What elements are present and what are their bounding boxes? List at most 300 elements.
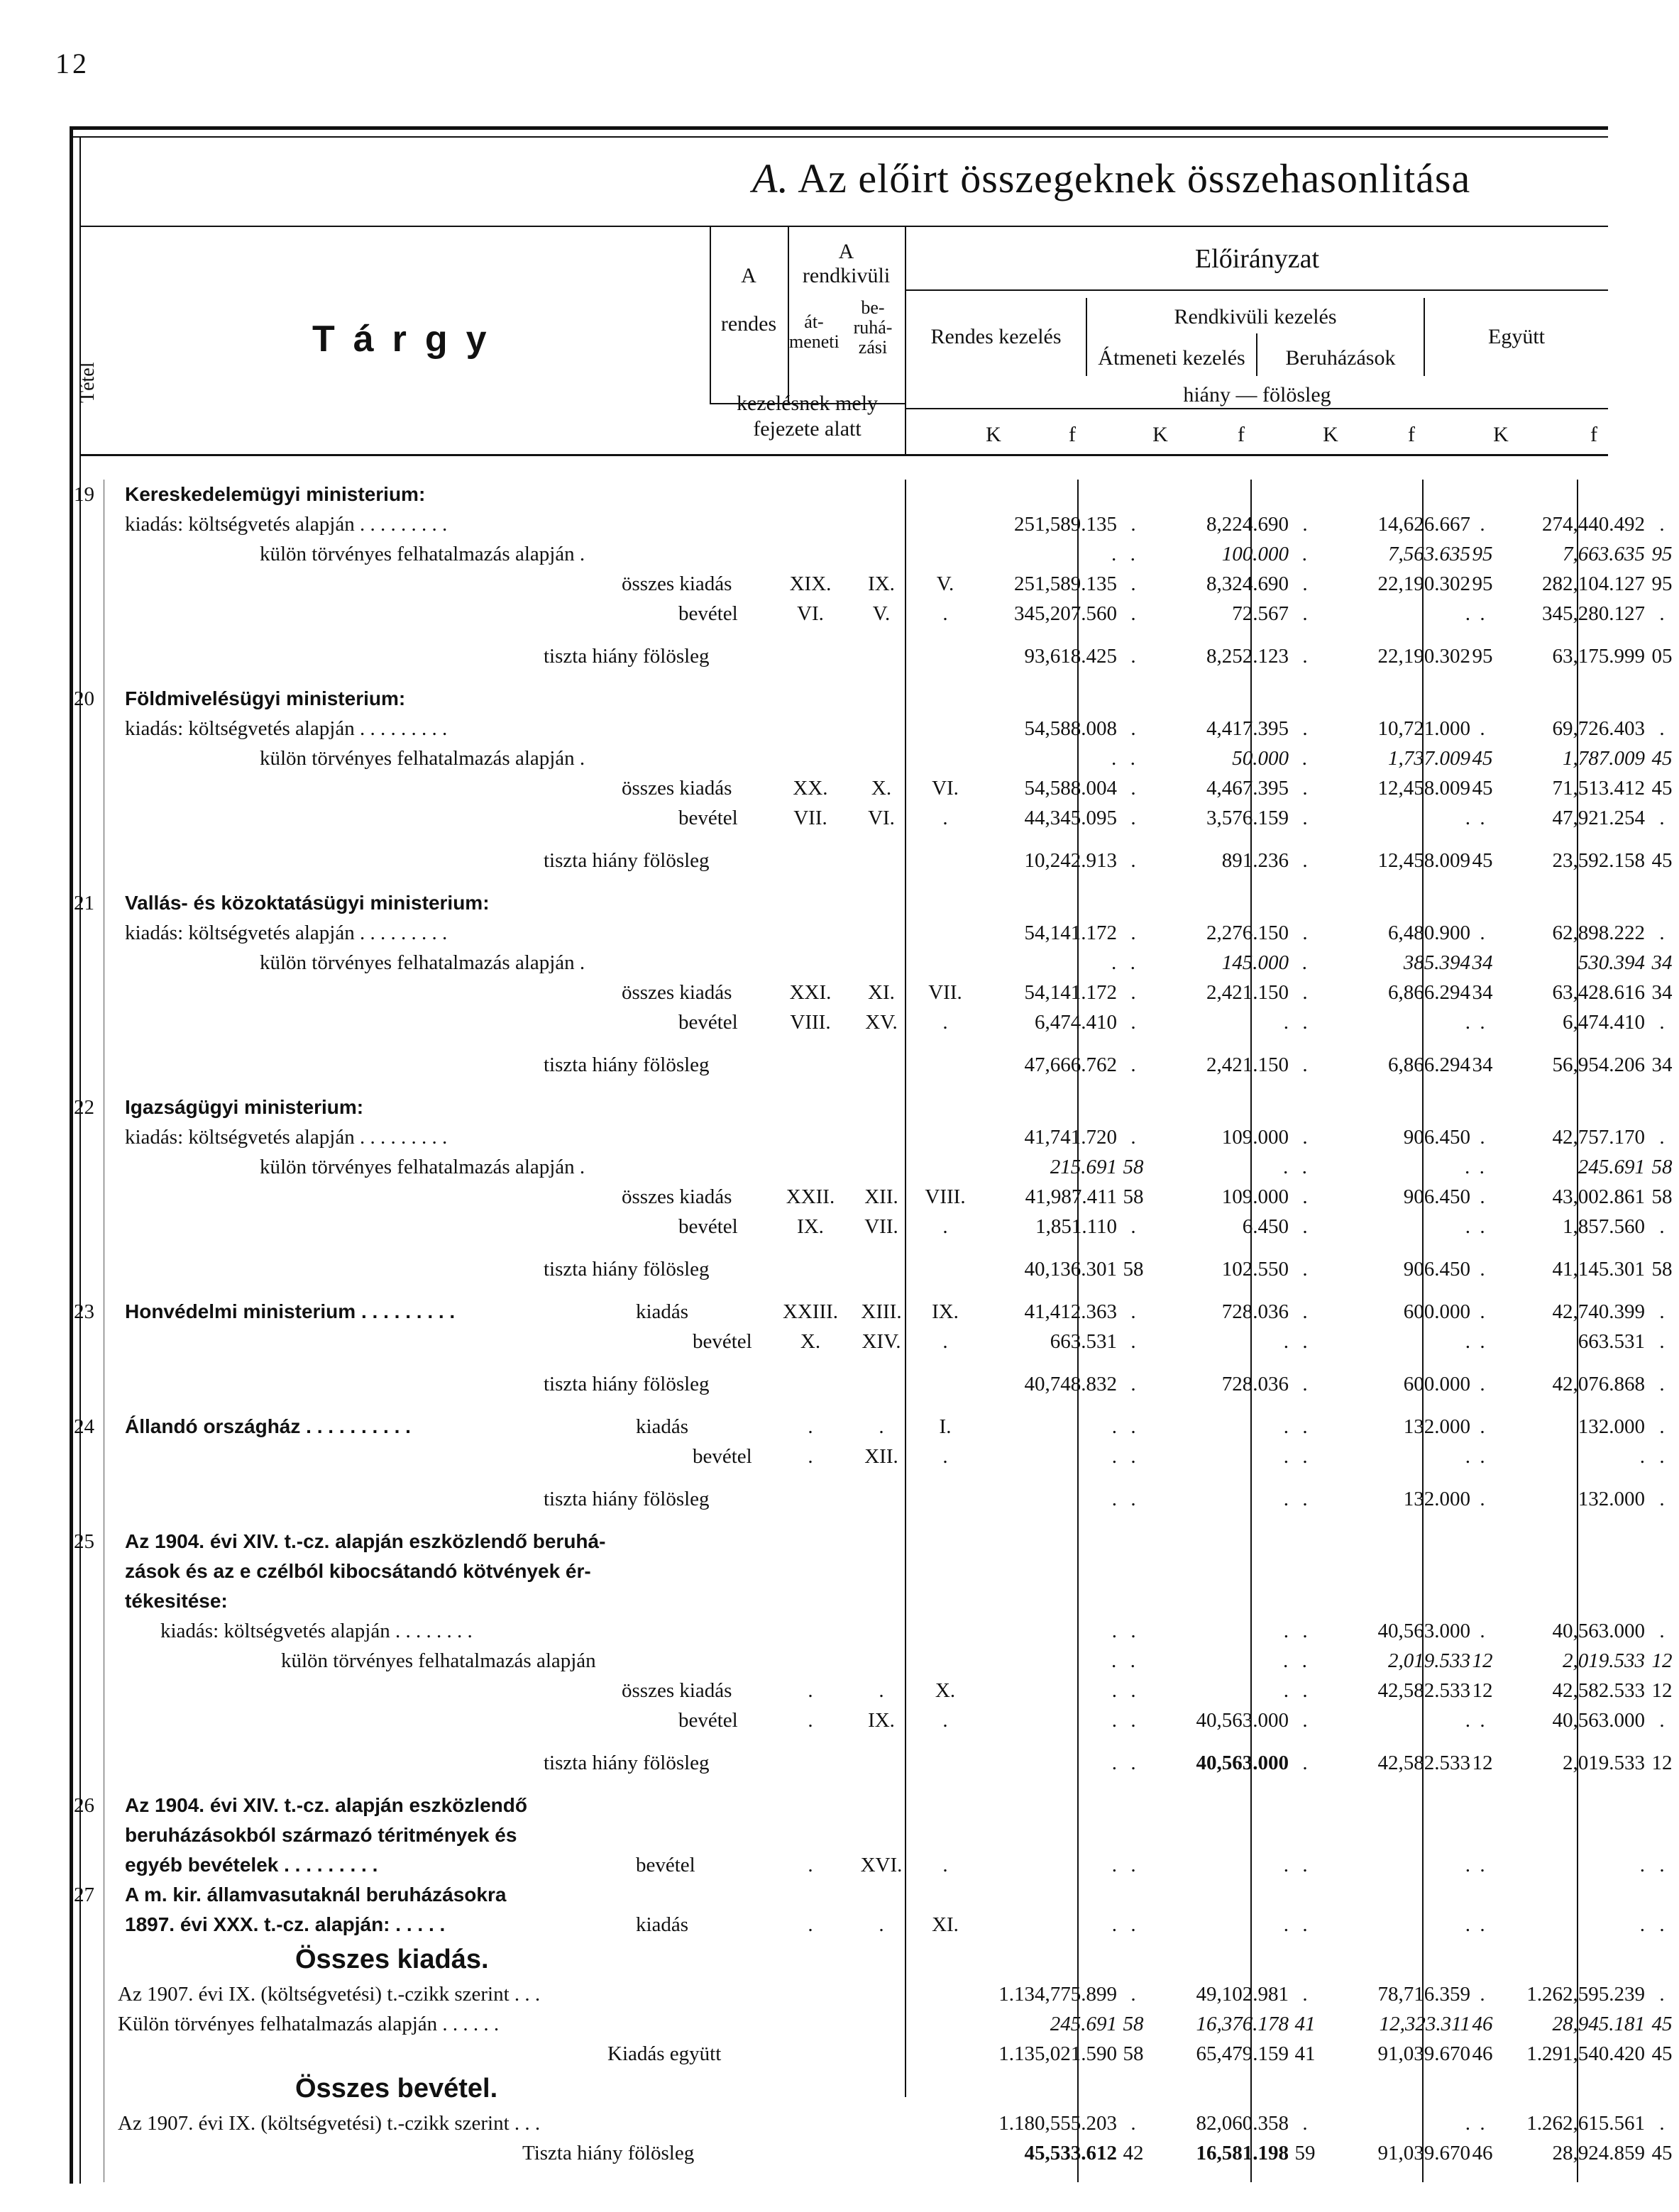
chapter-r2: VII. xyxy=(864,1215,898,1238)
atmeneti-k: 2,421.150 xyxy=(1206,1054,1289,1076)
rendes-f: . xyxy=(1130,543,1136,565)
atmeneti-f: . xyxy=(1302,1709,1308,1732)
tetel-number: 26 xyxy=(74,1794,94,1817)
chapter-r3: I. xyxy=(939,1415,952,1438)
atmeneti-f: 41 xyxy=(1294,2042,1316,2065)
beruhazas-f: 12 xyxy=(1472,1649,1493,1672)
egyutt-k: . xyxy=(1639,1913,1645,1936)
rendes-f: . xyxy=(1130,513,1136,536)
header-rendkivuli: rendkivüli xyxy=(802,264,891,287)
section-row xyxy=(68,1820,1608,1850)
beruhazas-f: . xyxy=(1480,1488,1485,1510)
header-bottom-rule xyxy=(79,454,1608,456)
row-gap xyxy=(68,629,1608,641)
egyutt-k: 1.262,595.239 xyxy=(1526,1983,1645,2006)
chapter-r3: . xyxy=(942,1330,948,1353)
beruhazas-k: 42,582.533 xyxy=(1377,1679,1470,1702)
beruhazas-k: . xyxy=(1465,1854,1470,1876)
atmeneti-f: . xyxy=(1302,602,1308,625)
atmeneti-k: 40,563.000 xyxy=(1196,1752,1289,1774)
atmeneti-k: 6.450 xyxy=(1242,1215,1289,1238)
rendes-f: 58 xyxy=(1123,1156,1144,1178)
egyutt-f: 45 xyxy=(1651,747,1673,770)
egyutt-f: 95 xyxy=(1651,573,1673,595)
beruhazas-k: . xyxy=(1465,1215,1470,1238)
egyutt-f: . xyxy=(1659,1854,1665,1876)
egyutt-k: 40,563.000 xyxy=(1552,1709,1645,1732)
rendes-f: . xyxy=(1130,1126,1136,1149)
row-label: Tiszta hiány fölösleg xyxy=(522,2142,695,2164)
rendes-f: . xyxy=(1130,1415,1136,1438)
atmeneti-k: . xyxy=(1283,1913,1289,1936)
egyutt-f: 58 xyxy=(1651,1258,1673,1281)
atmeneti-k: 109.000 xyxy=(1221,1185,1289,1208)
atmeneti-f: . xyxy=(1302,543,1308,565)
rendes-k: 251,589.135 xyxy=(1014,513,1117,536)
rendes-f: . xyxy=(1130,1983,1136,2006)
table-row xyxy=(68,1646,1673,1676)
row-label: tiszta hiány fölösleg xyxy=(544,1373,710,1395)
rendes-k: . xyxy=(1111,1854,1117,1876)
atmeneti-k: 4,467.395 xyxy=(1206,777,1289,800)
header-rendkivuli-kezeles: Rendkivüli kezelés xyxy=(1174,305,1337,328)
rendes-k: 44,345.095 xyxy=(1024,807,1117,829)
rendes-k: . xyxy=(1111,951,1117,974)
beruhazas-k: 385.394 xyxy=(1403,951,1470,974)
atmeneti-f: . xyxy=(1302,1126,1308,1149)
atmeneti-f: . xyxy=(1302,777,1308,800)
chapter-r2: . xyxy=(879,1913,884,1936)
row-label: külön törvényes felhatalmazás alapján . xyxy=(260,747,585,770)
atmeneti-f: . xyxy=(1302,645,1308,668)
egyutt-k: 132.000 xyxy=(1578,1488,1645,1510)
atmeneti-f: . xyxy=(1302,717,1308,740)
table-row xyxy=(68,1327,1665,1356)
atmeneti-f: . xyxy=(1302,1488,1308,1510)
chapter-r2: V. xyxy=(872,602,891,625)
table-row xyxy=(68,509,1665,539)
table-row xyxy=(68,2039,1673,2069)
targy-label: Tárgy xyxy=(312,319,505,360)
rendes-f: . xyxy=(1130,1913,1136,1936)
atmeneti-k: . xyxy=(1283,1156,1289,1178)
rendes-f: . xyxy=(1130,645,1136,668)
egyutt-k: 282,104.127 xyxy=(1542,573,1645,595)
atmeneti-k: . xyxy=(1283,1011,1289,1034)
egyutt-f: . xyxy=(1659,1445,1665,1468)
rendes-k: 345,207.560 xyxy=(1014,602,1117,625)
header-kf-rule xyxy=(906,408,1608,409)
header-top-rule xyxy=(79,226,1608,227)
egyutt-f: 45 xyxy=(1651,2013,1673,2035)
chapter-r3: . xyxy=(942,807,948,829)
rendes-f: . xyxy=(1130,981,1136,1004)
egyutt-k: 56,954.206 xyxy=(1552,1054,1645,1076)
header-k-3: K xyxy=(1323,423,1338,446)
egyutt-k: 1.262,615.561 xyxy=(1526,2112,1645,2135)
egyutt-k: 42,740.399 xyxy=(1552,1300,1645,1323)
table-row xyxy=(68,569,1673,599)
atmeneti-k: . xyxy=(1283,1445,1289,1468)
chapter-r2: X. xyxy=(871,777,892,800)
beruhazas-f: . xyxy=(1480,1373,1485,1395)
row-label: bevétel xyxy=(678,807,738,829)
table-row xyxy=(68,1007,1665,1037)
beruhazas-k: 42,582.533 xyxy=(1377,1752,1470,1774)
rendes-f: . xyxy=(1130,717,1136,740)
egyutt-k: 663.531 xyxy=(1578,1330,1645,1353)
section-row xyxy=(68,684,1608,714)
rendes-k: 1.180,555.203 xyxy=(998,2112,1117,2135)
atmeneti-k: 109.000 xyxy=(1221,1126,1289,1149)
rendes-f: . xyxy=(1130,1709,1136,1732)
beruhazas-f: . xyxy=(1480,1983,1485,2006)
table-row xyxy=(68,1254,1673,1284)
row-gap xyxy=(68,1080,1608,1093)
table-row xyxy=(68,1050,1673,1080)
chapter-r2: . xyxy=(879,1679,884,1702)
chapter-r3: VI. xyxy=(932,777,959,800)
rendes-f: . xyxy=(1130,849,1136,872)
atmeneti-f: . xyxy=(1302,849,1308,872)
chapter-r1: . xyxy=(808,1709,813,1732)
atmeneti-f: . xyxy=(1302,981,1308,1004)
row-gap xyxy=(68,671,1608,684)
header-mid-rule xyxy=(906,289,1608,291)
header-k-2: K xyxy=(1152,423,1168,446)
header-beruhazasok: Beruházások xyxy=(1285,346,1396,370)
table-row xyxy=(68,1616,1665,1646)
row-label: Külön törvényes felhatalmazás alapján . . . . . . xyxy=(118,2013,500,2035)
beruhazas-k: 906.450 xyxy=(1403,1185,1470,1208)
atmeneti-f: . xyxy=(1302,1649,1308,1672)
rendes-k: 41,987.411 xyxy=(1025,1185,1117,1208)
rendes-f: . xyxy=(1130,922,1136,944)
tetel-number: 20 xyxy=(74,687,94,710)
egyutt-k: 274,440.492 xyxy=(1542,513,1645,536)
row-gap xyxy=(68,875,1608,888)
chapter-r2: IX. xyxy=(868,573,895,595)
section-title: Vallás- és közoktatásügyi ministerium: xyxy=(125,892,490,914)
egyutt-k: 71,513.412 xyxy=(1552,777,1645,800)
section-row xyxy=(68,1586,1608,1616)
rendes-f: . xyxy=(1130,951,1136,974)
egyutt-k: 1,857.560 xyxy=(1563,1215,1645,1238)
beruhazas-f: . xyxy=(1480,2112,1485,2135)
row-label: tiszta hiány fölösleg xyxy=(544,1488,710,1510)
chapter-r2: XIV. xyxy=(861,1330,901,1353)
chapter-r3: X. xyxy=(935,1679,956,1702)
chapter-r1: X. xyxy=(800,1330,821,1353)
beruhazas-k: 40,563.000 xyxy=(1377,1620,1470,1642)
beruhazas-k: 12,323.311 xyxy=(1379,2013,1470,2035)
beruhazas-f: . xyxy=(1480,1913,1485,1936)
egyutt-f: 45 xyxy=(1651,777,1673,800)
atmeneti-f: . xyxy=(1302,1983,1308,2006)
rendes-k: 54,588.004 xyxy=(1024,777,1117,800)
beruhazas-k: 132.000 xyxy=(1403,1415,1470,1438)
rendes-f: 58 xyxy=(1123,1258,1144,1281)
rendes-k: 41,412.363 xyxy=(1024,1300,1117,1323)
page-number: 12 xyxy=(55,48,89,79)
beruhazas-f: 95 xyxy=(1472,645,1493,668)
egyutt-f: . xyxy=(1659,1709,1665,1732)
atmeneti-f: . xyxy=(1302,1415,1308,1438)
rendes-f: . xyxy=(1130,1054,1136,1076)
chapter-r1: . xyxy=(808,1854,813,1876)
egyutt-f: 45 xyxy=(1651,849,1673,872)
beruhazas-f: 46 xyxy=(1472,2042,1493,2065)
row-label: külön törvényes felhatalmazás alapján . xyxy=(260,543,585,565)
rendes-f: . xyxy=(1130,747,1136,770)
atmeneti-f: . xyxy=(1302,513,1308,536)
header-fejezet-2: fejezete alatt xyxy=(753,417,861,441)
beruhazas-f: 12 xyxy=(1472,1752,1493,1774)
table-row xyxy=(68,1152,1673,1182)
egyutt-f: . xyxy=(1659,1011,1665,1034)
row-label: Kiadás együtt xyxy=(607,2042,722,2065)
beruhazas-k: . xyxy=(1465,1156,1470,1178)
egyutt-k: 62,898.222 xyxy=(1552,922,1645,944)
beruhazas-f: . xyxy=(1480,1156,1485,1178)
row-gap xyxy=(68,1284,1608,1297)
beruhazas-k: . xyxy=(1465,1709,1470,1732)
atmeneti-f: . xyxy=(1302,1679,1308,1702)
chapter-r3: IX. xyxy=(932,1300,959,1323)
row-label: kiadás: költségvetés alapján . . . . . . . . . xyxy=(125,717,448,740)
section-tail-label: kiadás xyxy=(636,1913,689,1936)
atmeneti-k: 4,417.395 xyxy=(1206,717,1289,740)
atmeneti-k: . xyxy=(1283,1854,1289,1876)
beruhazas-k: . xyxy=(1465,1913,1470,1936)
table-row xyxy=(68,2009,1673,2039)
rendes-k: 45,533.612 xyxy=(1024,2142,1117,2164)
atmeneti-k: 100.000 xyxy=(1221,543,1289,565)
atmeneti-f: . xyxy=(1302,1913,1308,1936)
beruhazas-f: . xyxy=(1480,1415,1485,1438)
section-row xyxy=(68,888,1608,918)
table-row xyxy=(68,2108,1665,2138)
chapter-r1: XXI. xyxy=(789,981,832,1004)
header-egyutt: Együtt xyxy=(1488,325,1545,348)
section-tail-label: bevétel xyxy=(636,1854,695,1876)
row-label: külön törvényes felhatalmazás alapján . xyxy=(260,951,585,974)
table-row xyxy=(68,1484,1665,1514)
atmeneti-k: 8,324.690 xyxy=(1206,573,1289,595)
chapter-r3: . xyxy=(942,1709,948,1732)
row-label: tiszta hiány fölösleg xyxy=(544,645,710,668)
section-row xyxy=(68,1556,1608,1586)
chapter-r3: . xyxy=(942,602,948,625)
egyutt-f: . xyxy=(1659,1488,1665,1510)
row-label: összes kiadás xyxy=(622,1679,732,1702)
chapter-r3: VIII. xyxy=(925,1185,966,1208)
section-row xyxy=(68,1412,1665,1442)
rendes-f: 58 xyxy=(1123,1185,1144,1208)
header-f-1: f xyxy=(1069,423,1076,446)
beruhazas-k: 600.000 xyxy=(1403,1373,1470,1395)
table-row xyxy=(68,978,1673,1007)
table-row xyxy=(68,1122,1665,1152)
rendes-f: . xyxy=(1130,1215,1136,1238)
beruhazas-k: 91,039.670 xyxy=(1377,2042,1470,2065)
rendes-k: 41,741.720 xyxy=(1024,1126,1117,1149)
rendes-f: . xyxy=(1130,1752,1136,1774)
table-row xyxy=(68,773,1673,803)
egyutt-k: 6,474.410 xyxy=(1563,1011,1645,1034)
atmeneti-f: . xyxy=(1302,747,1308,770)
chapter-r2: . xyxy=(879,1415,884,1438)
beruhazas-k: 906.450 xyxy=(1403,1258,1470,1281)
section-title: A m. kir. államvasutaknál beruházásokra xyxy=(125,1884,507,1906)
section-row xyxy=(68,1791,1608,1820)
chapter-r2: XI. xyxy=(868,981,895,1004)
atmeneti-f: . xyxy=(1302,2112,1308,2135)
rendes-k: 93,618.425 xyxy=(1024,645,1117,668)
egyutt-k: 42,076.868 xyxy=(1552,1373,1645,1395)
section-title: 1897. évi XXX. t.-cz. alapján: . . . . . xyxy=(125,1913,446,1935)
beruhazas-f: 95 xyxy=(1472,543,1493,565)
row-label: kiadás: költségvetés alapján . . . . . . . . xyxy=(160,1620,473,1642)
rendes-f: . xyxy=(1130,1679,1136,1702)
rendes-f: 58 xyxy=(1123,2013,1144,2035)
section-title: Az 1904. évi XIV. t.-cz. alapján eszközlendő beruhá- xyxy=(125,1530,606,1552)
chapter-r1: VI. xyxy=(797,602,824,625)
egyutt-f: . xyxy=(1659,1983,1665,2006)
section-title: zások és az e czélból kibocsátandó kötvények ér- xyxy=(125,1560,591,1582)
section-title: egyéb bevételek . . . . . . . . . xyxy=(125,1854,378,1876)
section-title: Igazságügyi ministerium: xyxy=(125,1096,364,1118)
beruhazas-f: . xyxy=(1480,1215,1485,1238)
rendes-f: . xyxy=(1130,573,1136,595)
table-row xyxy=(68,1369,1665,1399)
title-text: Az előirt összegeknek összehasonlitása xyxy=(798,155,1471,201)
chapter-r3: . xyxy=(942,1215,948,1238)
table-row xyxy=(68,714,1665,743)
section-title: Állandó országház . . . . . . . . . . xyxy=(125,1415,411,1437)
table-row xyxy=(68,539,1673,569)
rendes-f: . xyxy=(1130,807,1136,829)
row-gap xyxy=(68,2168,1608,2181)
section-title: Földmivelésügyi ministerium: xyxy=(125,687,406,709)
beruhazas-f: 95 xyxy=(1472,573,1493,595)
egyutt-f: . xyxy=(1659,1300,1665,1323)
beruhazas-f: 34 xyxy=(1472,951,1493,974)
row-gap xyxy=(68,1399,1608,1412)
egyutt-f: 95 xyxy=(1651,543,1673,565)
egyutt-k: 132.000 xyxy=(1578,1415,1645,1438)
row-label: tiszta hiány fölösleg xyxy=(544,1054,710,1076)
atmeneti-f: . xyxy=(1302,1215,1308,1238)
row-label: kiadás: költségvetés alapján . . . . . . . . . xyxy=(125,513,448,536)
egyutt-f: . xyxy=(1659,513,1665,536)
egyutt-k: 40,563.000 xyxy=(1552,1620,1645,1642)
rendes-k: . xyxy=(1111,1679,1117,1702)
header-eloiranyzat: Előirányzat xyxy=(1194,244,1320,274)
beruhazas-f: . xyxy=(1480,717,1485,740)
chapter-r2: IX. xyxy=(868,1709,895,1732)
egyutt-k: 1.291,540.420 xyxy=(1526,2042,1645,2065)
table-row xyxy=(68,641,1673,671)
tetel-number: 22 xyxy=(74,1096,94,1119)
total-heading: Összes bevétel. xyxy=(295,2074,498,2103)
chapter-r3: . xyxy=(942,1011,948,1034)
beruhazas-k: . xyxy=(1465,2112,1470,2135)
section-title: beruházásokból származó téritmények és xyxy=(125,1824,517,1846)
egyutt-k: 42,582.533 xyxy=(1552,1679,1645,1702)
header-atmeneti-kezeles: Átmeneti kezelés xyxy=(1098,346,1245,370)
atmeneti-k: 8,252.123 xyxy=(1206,645,1289,668)
row-label: külön törvényes felhatalmazás alapján xyxy=(281,1649,596,1672)
egyutt-k: . xyxy=(1639,1854,1645,1876)
row-gap xyxy=(68,1471,1608,1484)
chapter-r1: XXII. xyxy=(786,1185,835,1208)
beruhazas-k: 12,458.009 xyxy=(1377,849,1470,872)
beruhazas-k: 2,019.533 xyxy=(1388,1649,1470,1672)
egyutt-f: 34 xyxy=(1651,951,1673,974)
chapter-r3: XI. xyxy=(932,1913,959,1936)
rendes-f: . xyxy=(1130,2112,1136,2135)
total-heading-row xyxy=(68,2069,1608,2108)
beruhazas-k: 78,716.359 xyxy=(1377,1983,1470,2006)
tetel-number: 24 xyxy=(74,1415,94,1438)
beruhazas-k: . xyxy=(1465,1445,1470,1468)
egyutt-k: 345,280.127 xyxy=(1542,602,1645,625)
egyutt-k: 69,726.403 xyxy=(1552,717,1645,740)
header-k-1: K xyxy=(986,423,1001,446)
egyutt-f: . xyxy=(1659,1215,1665,1238)
rendes-k: 215.691 xyxy=(1050,1156,1117,1178)
atmeneti-k: 16,581.198 xyxy=(1196,2142,1289,2164)
table-row xyxy=(68,1705,1665,1735)
chapter-r3: V. xyxy=(936,573,954,595)
rendes-k: 6,474.410 xyxy=(1035,1011,1117,1034)
atmeneti-k: 65,479.159 xyxy=(1196,2042,1289,2065)
chapter-r1: . xyxy=(808,1415,813,1438)
egyutt-k: 2,019.533 xyxy=(1563,1649,1645,1672)
rendes-f: . xyxy=(1130,1649,1136,1672)
atmeneti-k: 728.036 xyxy=(1221,1300,1289,1323)
header-a-rendkivuli: A xyxy=(838,240,854,263)
atmeneti-k: 72.567 xyxy=(1232,602,1289,625)
tetel-number: 23 xyxy=(74,1300,94,1323)
beruhazas-f: 34 xyxy=(1472,1054,1493,1076)
chapter-r2: XIII. xyxy=(861,1300,902,1323)
egyutt-k: 43,002.861 xyxy=(1552,1185,1645,1208)
row-label: Az 1907. évi IX. (költségvetési) t.-czikk szerint . . . xyxy=(118,1983,541,2006)
rendes-k: 40,748.832 xyxy=(1024,1373,1117,1395)
row-label: összes kiadás xyxy=(622,777,732,800)
atmeneti-f: 59 xyxy=(1294,2142,1316,2164)
chapter-r3: . xyxy=(942,1854,948,1876)
row-label: tiszta hiány fölösleg xyxy=(544,849,710,872)
row-gap xyxy=(68,1356,1608,1369)
beruhazas-f: 12 xyxy=(1472,1679,1493,1702)
total-heading: Összes kiadás. xyxy=(295,1945,489,1974)
atmeneti-f: . xyxy=(1302,1054,1308,1076)
rendes-k: 245.691 xyxy=(1050,2013,1117,2035)
egyutt-f: . xyxy=(1659,922,1665,944)
atmeneti-k: . xyxy=(1283,1679,1289,1702)
atmeneti-k: 40,563.000 xyxy=(1196,1709,1289,1732)
egyutt-f: . xyxy=(1659,602,1665,625)
egyutt-k: 28,924.859 xyxy=(1552,2142,1645,2164)
rendes-f: . xyxy=(1130,1854,1136,1876)
table-row xyxy=(68,743,1673,773)
rendes-f: . xyxy=(1130,777,1136,800)
egyutt-k: 42,757.170 xyxy=(1552,1126,1645,1149)
rendes-f: 42 xyxy=(1123,2142,1144,2164)
